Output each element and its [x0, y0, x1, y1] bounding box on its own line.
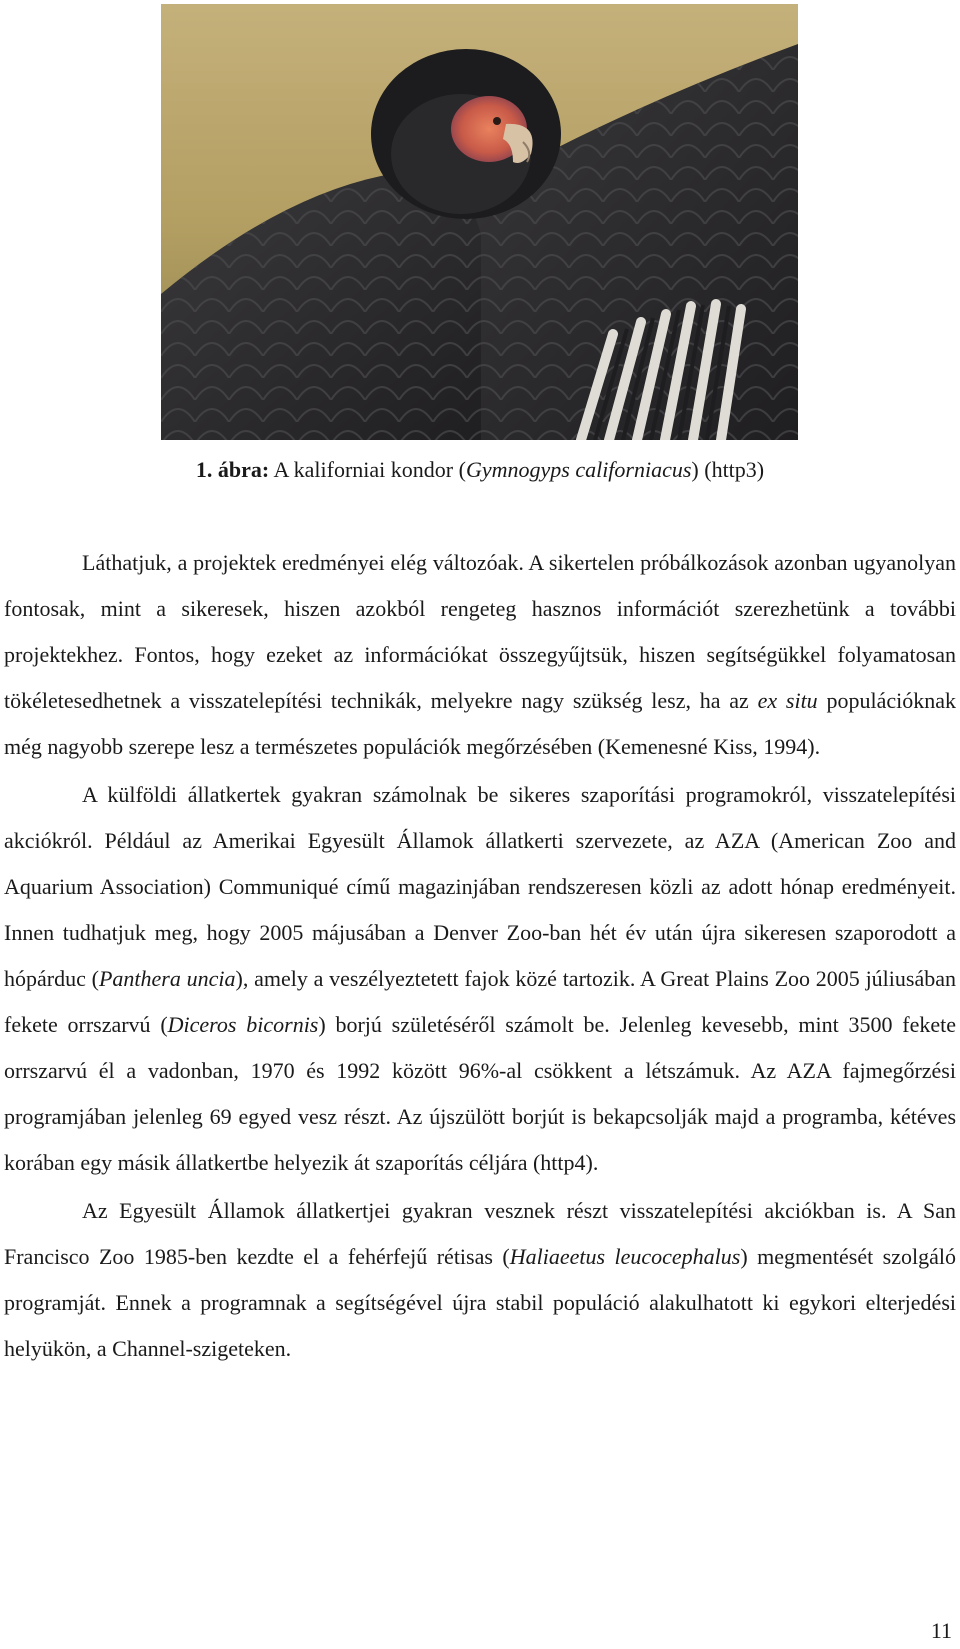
paragraph-1-text-a: Láthatjuk, a projektek eredményei elég változóak. A sikertelen próbálkozások azonban ugyanolyan fontosak, mint a sikeresek, hiszen azokból rengeteg hasznos információt szerezhetünk a további projektekhez. Fontos, hogy ezeket az információkat összegyűjtsük, hiszen segítségükkel folyamatosan tökéletesedhetnek a visszatelepítési technikák, melyekre nagy szükség lesz, ha az [4, 550, 956, 713]
california-condor-photo [161, 4, 798, 440]
paragraph-2-text-a: A külföldi állatkertek gyakran számolnak be sikeres szaporítási programokról, visszatelepítési akciókról. Például az Amerikai Egyesült Államok állatkerti szervezete, az AZA (American Zoo and Aquarium Association) Communiqué című magazinjában rendszeresen közli az adott hónap eredményeit. Innen tudhatjuk meg, hogy 2005 májusában a Denver Zoo-ban hét év után újra sikeresen szaporodott a hópárduc ( [4, 782, 956, 991]
paragraph-3 [4, 1188, 956, 1372]
paragraph-2-text-c: ) borjú születéséről számolt be. Jelenleg kevesebb, mint 3500 fekete orrszarvú él a vadonban, 1970 és 1992 között 96%-al csökkent a létszámuk. Az AZA fajmegőrzési programjában jelenleg 69 egyed vesz részt. Az újszülött borjút is bekapcsolják majd a programba, kétéves korában egy másik állatkertbe helyezik át szaporítás céljára (http4). [4, 1012, 957, 1175]
figure-caption [0, 452, 960, 488]
paragraph-1 [4, 540, 956, 770]
caption-text-pre: A kaliforniai kondor ( [269, 457, 466, 482]
body-text [4, 540, 956, 1372]
paragraph-2-text-b: ), amely a veszélyeztetett fajok közé tartozik. A Great Plains Zoo 2005 júliusában fekete orrszarvú ( [4, 966, 956, 1037]
paragraph-3-text-a: Az Egyesült Államok állatkertjei gyakran vesznek részt visszatelepítési akciókban is. A San Francisco Zoo 1985-ben kezdte el a fehérfejű rétisas ( [4, 1198, 956, 1269]
page-number: 11 [930, 1618, 952, 1643]
figure-label: 1. ábra: [195, 457, 270, 482]
paragraph-3-text-b: ) megmentését szolgáló programját. Ennek a programnak a segítségével újra stabil populáció alakulhatott ki egykori elterjedési helyükön, a Channel-szigeteken. [4, 1244, 956, 1361]
paragraph-1-text-b: populációknak még nagyobb szerepe lesz a természetes populációk megőrzésében (Kemenesné Kiss, 1994). [4, 688, 956, 759]
paragraph-2-italic-panthera: Panthera uncia [98, 966, 236, 991]
paragraph-1-italic-ex-situ: ex situ [757, 688, 818, 713]
paragraph-2-italic-diceros: Diceros bicornis [167, 1012, 319, 1037]
caption-species: Gymnogyps californiacus [465, 457, 692, 482]
paragraph-3-italic-haliaeetus: Haliaeetus leucocephalus [509, 1244, 741, 1269]
paragraph-2 [4, 772, 956, 1186]
caption-text-post: ) (http3) [691, 457, 765, 482]
